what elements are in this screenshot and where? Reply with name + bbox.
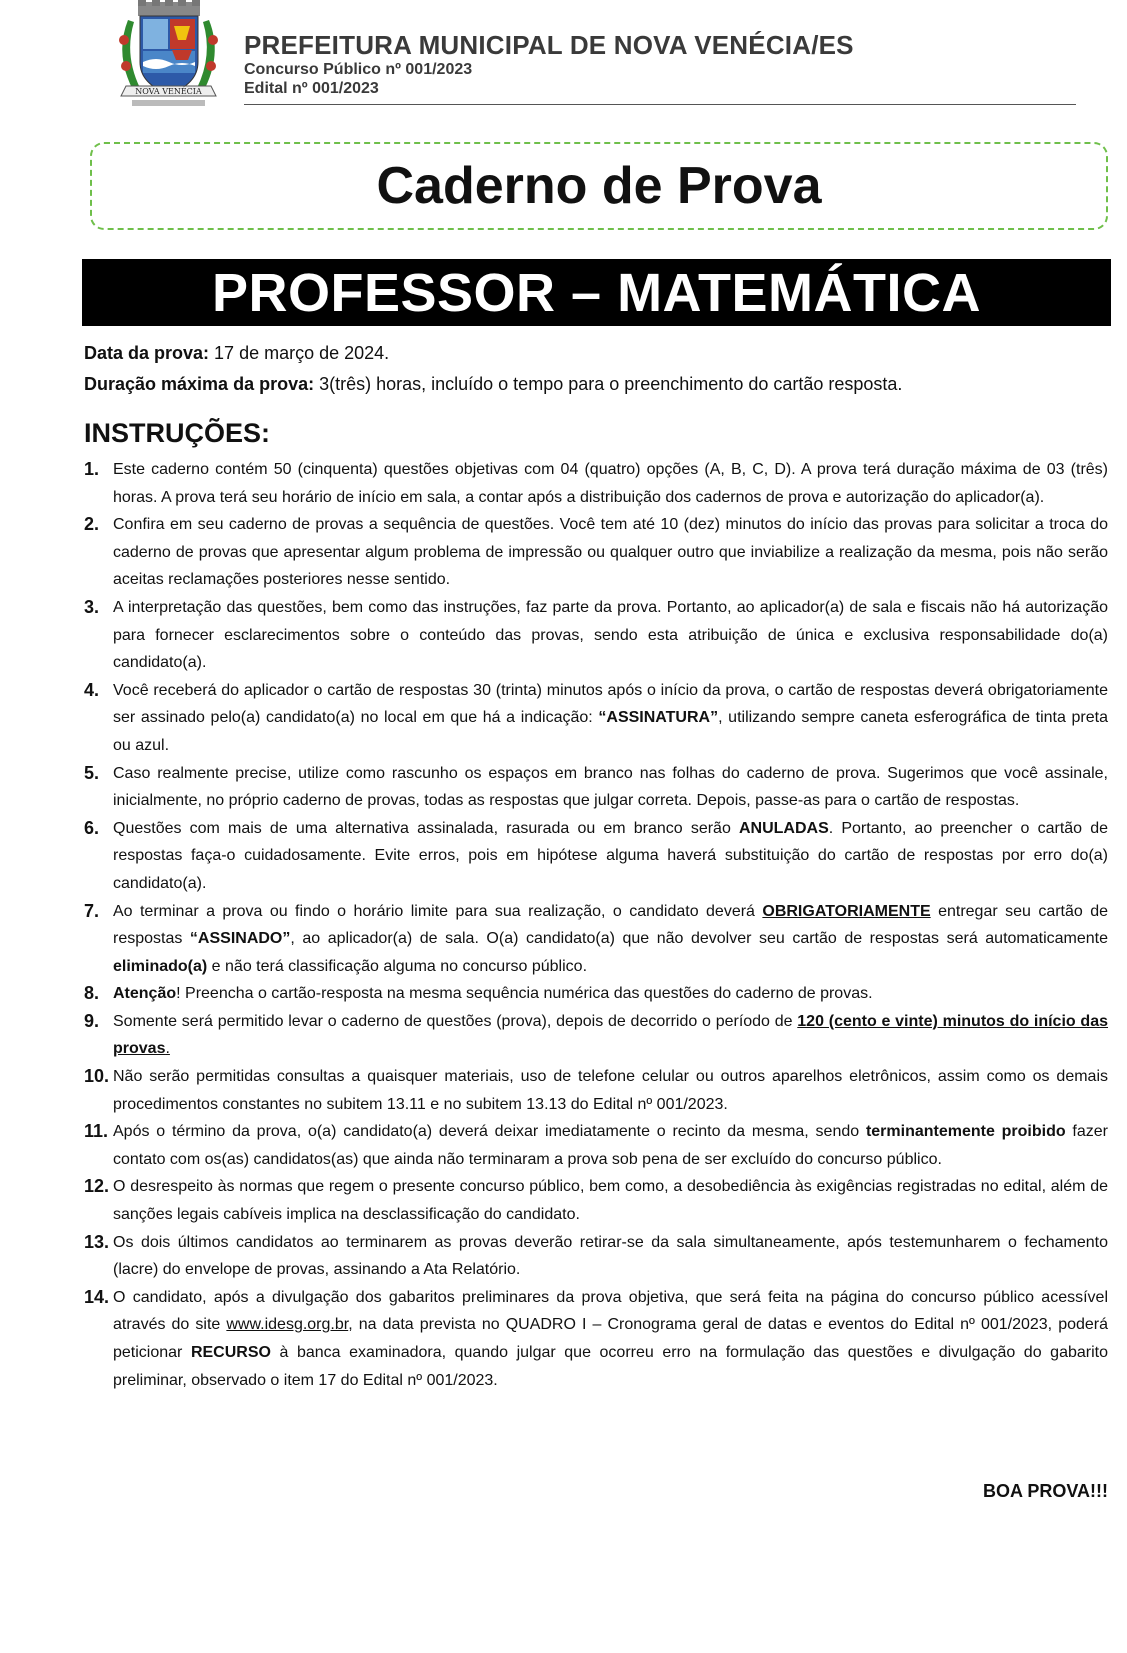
instruction-item — [84, 1118, 1108, 1173]
idesg-site-link[interactable]: www.idesg.org.br — [226, 1316, 349, 1334]
instruction-emphasis: “ASSINADO” — [189, 930, 291, 948]
exam-meta — [84, 338, 902, 400]
instruction-number: 10. — [84, 1066, 110, 1087]
instruction-text: Não serão permitidas consultas a quaisquer materiais, uso de telefone celular ou outros aparelhos eletrônicos, assim como os demais procedimentos constantes no subitem 13.11 e no subitem 13.13 do Edital nº 001/2023. — [113, 1068, 1108, 1113]
instruction-emphasis: eliminado(a) — [113, 957, 208, 975]
closing-text: BOA PROVA!!! — [983, 1481, 1108, 1501]
instruction-text: . Portanto, ao preencher o cartão de respostas faça-o cuidadosamente. Evite erros, pois em hipótese alguma haverá substituição do cartão de respostas por erro do(a) candidato(a). — [113, 819, 1108, 892]
instruction-emphasis: RECURSO — [190, 1344, 271, 1361]
instruction-number: 9. — [84, 1010, 100, 1031]
instruction-text: Os dois últimos candidatos ao terminarem as provas deverão retirar-se da sala simultaneamente, após testemunharem o fechamento (lacre) do envelope de provas, assinando a Ata Relatório. — [113, 1233, 1108, 1279]
header-concurso: Concurso Público nº 001/2023 — [244, 61, 473, 78]
instruction-emphasis: “ASSINATURA” — [598, 709, 719, 727]
instruction-text: à banca examinadora, quando julgar que ocorreu erro na formulação das questões e divulgação do gabarito preliminar, observado o item 17 do Edital nº 001/2023. — [113, 1344, 1108, 1389]
instruction-item — [84, 511, 1108, 594]
instruction-item — [84, 677, 1108, 760]
page-header — [112, 0, 1078, 108]
exam-duration-line — [84, 369, 902, 400]
header-divider — [244, 104, 1076, 105]
exam-date-line — [84, 338, 902, 369]
instruction-text: , utilizando sempre caneta esferográfica de tinta preta ou azul. — [113, 709, 1108, 754]
instruction-item — [84, 980, 1108, 1008]
instruction-number: 4. — [84, 679, 100, 700]
exam-duration-label: Duração máxima da prova: — [84, 374, 315, 394]
instruction-number: 12. — [84, 1176, 110, 1197]
header-title: PREFEITURA MUNICIPAL DE NOVA VENÉCIA/ES — [244, 30, 854, 60]
instructions-list — [84, 456, 1108, 1394]
instruction-text: Questões com mais de uma alternativa assinalada, rasurada ou em branco serão — [113, 819, 739, 837]
instruction-emphasis: 120 (cento e vinte) minutos do início das provas — [113, 1012, 1109, 1058]
instruction-text: Caso realmente precise, utilize como rascunho os espaços em branco nas folhas do caderno de prova. Sugerimos que você assinale, inicialmente, no próprio caderno de provas, todas as respostas que julgar correta. Depois, passe-as para o cartão de respostas. — [113, 764, 1108, 810]
instruction-item — [84, 1008, 1108, 1063]
instruction-text: fazer contato com os(as) candidatos(as) que ainda não terminaram a prova sob pena de ser excluído do concurso público. — [113, 1123, 1109, 1168]
caderno-title-box — [90, 142, 1108, 230]
instruction-number: 1. — [84, 459, 100, 479]
instruction-number: 3. — [84, 596, 100, 617]
instruction-text: . — [165, 1040, 170, 1058]
instruction-text: ! Preencha o cartão-resposta na mesma sequência numérica das questões do caderno de provas. — [176, 985, 873, 1003]
instruction-number: 5. — [84, 762, 100, 783]
crest-ribbon-text: NOVA VENÉCIA — [135, 87, 202, 96]
instruction-text: , ao aplicador(a) de sala. O(a) candidato(a) que não devolver seu cartão de respostas será automaticamente — [290, 930, 1108, 948]
instruction-text: , na data prevista no QUADRO I – Cronograma geral de datas e eventos do Edital nº 001/2023, poderá peticionar — [113, 1316, 1109, 1361]
instruction-emphasis: terminantemente proibido — [865, 1123, 1066, 1141]
instruction-number: 6. — [84, 817, 100, 838]
instruction-text: Após o término da prova, o(a) candidato(a) deverá deixar imediatamente o recinto da mesma, sendo — [113, 1123, 866, 1141]
instruction-item — [84, 1173, 1108, 1228]
exam-duration-value: 3(três) horas, incluído o tempo para o preenchimento do cartão resposta. — [314, 374, 903, 394]
cargo-banner — [82, 259, 1111, 326]
instruction-text: A interpretação das questões, bem como das instruções, faz parte da prova. Portanto, ao aplicador(a) de sala e fiscais não há autorização para fornecer esclarecimentos sobre o conteúdo das provas, sendo esta atribuição de única e exclusiva responsabilidade do(a) candidato(a). — [113, 598, 1108, 672]
header-text-block — [244, 30, 854, 98]
instruction-number: 8. — [84, 983, 100, 1004]
instruction-text: Você receberá do aplicador o cartão de respostas 30 (trinta) minutos após o início da prova, o cartão de respostas deverá obrigatoriamente ser assinado pelo(a) candidato(a) no local em que há a indicação: — [113, 681, 1108, 727]
instruction-text: Somente será permitido levar o caderno de questões (prova), depois de decorrido o período de — [113, 1012, 798, 1030]
instruction-emphasis: OBRIGATORIAMENTE — [762, 902, 931, 920]
municipal-crest-icon — [112, 0, 225, 108]
instruction-item — [84, 594, 1108, 677]
instruction-number: 11. — [84, 1121, 109, 1142]
header-edital: Edital nº 001/2023 — [244, 80, 379, 97]
instruction-item — [84, 1063, 1108, 1118]
instruction-item — [84, 760, 1108, 815]
instruction-item — [84, 1229, 1108, 1284]
instructions-heading: INSTRUÇÕES: — [84, 418, 271, 448]
instruction-text: Ao terminar a prova ou findo o horário limite para sua realização, o candidato deverá — [113, 902, 763, 920]
caderno-title: Caderno de Prova — [376, 157, 822, 215]
instruction-emphasis: ANULADAS — [738, 819, 829, 837]
instruction-emphasis: Atenção — [113, 985, 177, 1003]
instruction-text: e não terá classificação alguma no concurso público. — [207, 957, 588, 975]
instruction-text: O desrespeito às normas que regem o presente concurso público, bem como, a desobediência às exigências registradas no edital, além de sanções legais cabíveis implica na desclassificação do candidato. — [113, 1178, 1108, 1224]
instruction-number: 2. — [84, 514, 100, 535]
instruction-text: O candidato, após a divulgação dos gabaritos preliminares da prova objetiva, que será feita na página do concurso público acessível através do site — [113, 1288, 1108, 1334]
instruction-number: 13. — [84, 1231, 110, 1252]
instruction-text: Este caderno contém 50 (cinquenta) questões objetivas com 04 (quatro) opções (A, B, C, D). A prova terá duração máxima de 03 (três) horas. A prova terá seu horário de início em sala, a contar após a distribuição dos cadernos de prova e autorização do aplicador(a). — [113, 461, 1108, 506]
cargo-title: PROFESSOR – MATEMÁTICA — [211, 262, 982, 323]
instruction-number: 7. — [84, 900, 100, 921]
exam-date-label: Data da prova: — [84, 343, 210, 363]
exam-date-value: 17 de março de 2024. — [209, 343, 390, 363]
instruction-item — [84, 898, 1108, 981]
instruction-text: entregar seu cartão de respostas — [113, 902, 1108, 948]
instruction-item — [84, 815, 1108, 898]
instruction-number: 14. — [84, 1286, 110, 1307]
instruction-item — [84, 456, 1108, 511]
instruction-item — [84, 1284, 1108, 1394]
instruction-text: Confira em seu caderno de provas a sequência de questões. Você tem até 10 (dez) minutos do início das provas para solicitar a troca do caderno de provas que apresentar algum problema de impressão ou qualquer outro que inviabilize a realização da mesma, pois não serão aceitas reclamações posteriores nesse sentido. — [113, 516, 1108, 589]
